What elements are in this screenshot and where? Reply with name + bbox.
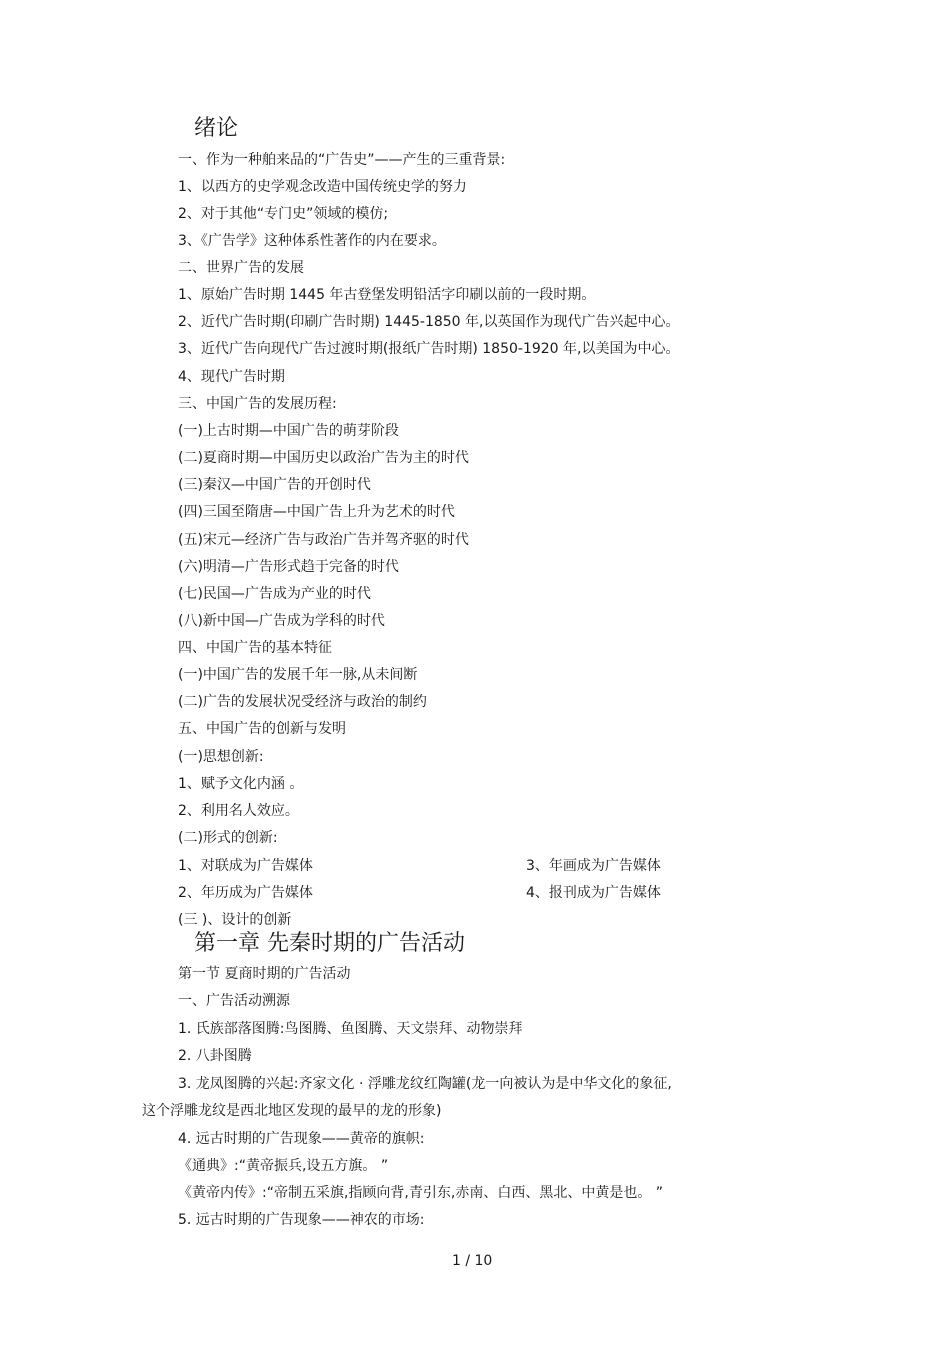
intro-item-5-a2: 2、利用名人效应。 <box>178 803 299 819</box>
intro-item-1-3: 3、《广告学》这种体系性著作的内在要求。 <box>178 233 446 249</box>
chapter-item-4: 4. 远古时期的广告现象——黄帝的旗帜: <box>178 1131 425 1147</box>
intro-section-4: 四、中国广告的基本特征 <box>178 640 332 656</box>
intro-section-5: 五、中国广告的创新与发明 <box>178 721 346 737</box>
chapter-item-1: 1. 氏族部落图腾:鸟图腾、鱼图腾、天文崇拜、动物崇拜 <box>178 1021 523 1037</box>
intro-section-3: 三、中国广告的发展历程: <box>178 396 337 412</box>
page-number: 1 / 10 <box>452 1253 493 1269</box>
section-title: 第一节 夏商时期的广告活动 <box>178 966 351 982</box>
chapter-item-3-continued: 这个浮雕龙纹是西北地区发现的最早的龙的形象) <box>142 1103 442 1119</box>
chapter-item-2: 2. 八卦图腾 <box>178 1048 252 1064</box>
intro-item-2-4: 4、现代广告时期 <box>178 369 285 385</box>
intro-item-3-1: (一)上古时期—中国广告的萌芽阶段 <box>178 423 399 439</box>
intro-item-2-3: 3、近代广告向现代广告过渡时期(报纸广告时期) 1850-1920 年,以美国为中心。 <box>178 341 680 357</box>
intro-item-4-2: (二)广告的发展状况受经济与政治的制约 <box>178 694 427 710</box>
intro-item-5-b4: 4、报刊成为广告媒体 <box>526 885 661 901</box>
quote-huangdi-neizhuan: 《黄帝内传》:“帝制五采旗,指顾向背,青引东,赤南、白西、黑北、中黄是也。 ” <box>178 1185 664 1201</box>
intro-title: 绪论 <box>194 116 239 141</box>
intro-item-3-3: (三)秦汉—中国广告的开创时代 <box>178 477 371 493</box>
intro-item-3-4: (四)三国至隋唐—中国广告上升为艺术的时代 <box>178 504 455 520</box>
chapter-title: 第一章 先秦时期的广告活动 <box>194 931 465 956</box>
intro-item-5-a1: 1、赋予文化内涵 。 <box>178 776 304 792</box>
intro-item-5-b1: 1、对联成为广告媒体 <box>178 858 313 874</box>
intro-item-3-2: (二)夏商时期—中国历史以政治广告为主的时代 <box>178 450 469 466</box>
chapter-item-3: 3. 龙凤图腾的兴起:齐家文化 · 浮雕龙纹红陶罐(龙一向被认为是中华文化的象征, <box>178 1076 672 1092</box>
intro-item-5-b3: 3、年画成为广告媒体 <box>526 858 661 874</box>
chapter-item-5: 5. 远古时期的广告现象——神农的市场: <box>178 1212 425 1228</box>
intro-item-1-1: 1、以西方的史学观念改造中国传统史学的努力 <box>178 179 467 195</box>
intro-item-1-2: 2、对于其他“专门史”领域的模仿; <box>178 206 389 222</box>
chapter-heading-1: 一、广告活动溯源 <box>178 993 290 1009</box>
intro-item-3-8: (八)新中国—广告成为学科的时代 <box>178 613 385 629</box>
intro-subsection-5-a: (一)思想创新: <box>178 749 264 765</box>
quote-tongdian: 《通典》:“黄帝振兵,设五方旗。 ” <box>178 1158 389 1174</box>
intro-item-2-1: 1、原始广告时期 1445 年古登堡发明铅活字印刷以前的一段时期。 <box>178 287 596 303</box>
intro-subsection-5-b: (二)形式的创新: <box>178 830 278 846</box>
intro-section-1: 一、作为一种舶来品的“广告史”——产生的三重背景: <box>178 152 506 168</box>
intro-item-2-2: 2、近代广告时期(印刷广告时期) 1445-1850 年,以英国作为现代广告兴起中心。 <box>178 314 680 330</box>
intro-subsection-5-c: (三 )、设计的创新 <box>178 912 292 928</box>
intro-item-4-1: (一)中国广告的发展千年一脉,从未间断 <box>178 667 418 683</box>
intro-item-3-5: (五)宋元—经济广告与政治广告并驾齐驱的时代 <box>178 532 469 548</box>
intro-item-5-b2: 2、年历成为广告媒体 <box>178 885 313 901</box>
intro-section-2: 二、世界广告的发展 <box>178 260 304 276</box>
intro-item-3-6: (六)明清—广告形式趋于完备的时代 <box>178 559 399 575</box>
intro-item-3-7: (七)民国—广告成为产业的时代 <box>178 586 371 602</box>
